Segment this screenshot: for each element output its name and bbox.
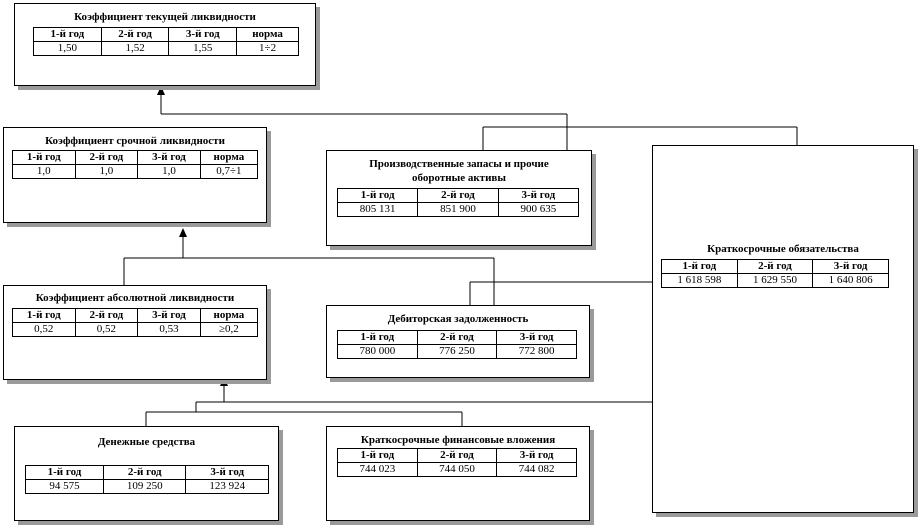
short-term-liabilities-table — [661, 259, 889, 288]
absolute-liquidity-box — [3, 285, 267, 380]
arrowhead-quick — [179, 228, 187, 237]
header-year2: 2-й год — [75, 309, 138, 323]
short-term-investments-box — [326, 426, 590, 521]
value-year2: 744 050 — [417, 463, 497, 477]
value-norm: ≥0,2 — [200, 323, 257, 337]
cash-table — [25, 465, 269, 494]
value-year2: 1 629 550 — [737, 274, 813, 288]
header-year3: 3-й год — [497, 449, 577, 463]
short-term-liabilities-box — [652, 145, 914, 513]
value-year3: 1,0 — [138, 165, 201, 179]
value-norm: 1÷2 — [237, 42, 299, 56]
header-year3: 3-й год — [498, 189, 578, 203]
absolute-liquidity-table — [12, 308, 258, 337]
header-year3: 3-й год — [186, 466, 269, 480]
header-year3: 3-й год — [138, 151, 201, 165]
header-year2: 2-й год — [737, 260, 813, 274]
header-year3: 3-й год — [813, 260, 889, 274]
header-norm: норма — [200, 309, 257, 323]
current-liquidity-table — [33, 27, 299, 56]
value-year3: 900 635 — [498, 203, 578, 217]
value-year1: 780 000 — [338, 345, 418, 359]
value-year3: 772 800 — [497, 345, 577, 359]
current-liquidity-title: Коэффициент текущей ликвидности — [74, 11, 256, 23]
value-year1: 1,50 — [34, 42, 102, 56]
quick-liquidity-box — [3, 127, 267, 223]
cash-box — [14, 426, 279, 521]
current-liquidity-box — [14, 3, 316, 86]
header-year1: 1-й год — [338, 331, 418, 345]
header-year1: 1-й год — [13, 309, 76, 323]
header-year1: 1-й год — [338, 189, 418, 203]
short-term-liabilities-title: Краткосрочные обязательства — [707, 243, 859, 255]
header-year1: 1-й год — [13, 151, 76, 165]
value-year2: 0,52 — [75, 323, 138, 337]
header-year1: 1-й год — [26, 466, 104, 480]
value-year1: 0,52 — [13, 323, 76, 337]
cash-title: Денежные средства — [97, 436, 196, 448]
header-year3: 3-й год — [138, 309, 201, 323]
value-year1: 744 023 — [338, 463, 418, 477]
header-year2: 2-й год — [418, 189, 498, 203]
value-year3: 123 924 — [186, 480, 269, 494]
header-year1: 1-й год — [338, 449, 418, 463]
value-year2: 776 250 — [417, 345, 497, 359]
inventories-table — [337, 188, 579, 217]
value-norm: 0,7÷1 — [200, 165, 257, 179]
header-year2: 2-й год — [101, 28, 169, 42]
inventories-title-line2: оборотные активы — [412, 172, 506, 184]
header-year1: 1-й год — [34, 28, 102, 42]
value-year3: 0,53 — [138, 323, 201, 337]
short-term-investments-title: Краткосрочные финансовые вложения — [360, 434, 556, 446]
receivables-box — [326, 305, 590, 378]
value-year2: 1,0 — [75, 165, 138, 179]
value-year2: 1,52 — [101, 42, 169, 56]
header-norm: норма — [237, 28, 299, 42]
inventories-title-line1: Производственные запасы и прочие — [369, 158, 549, 170]
value-year3: 1 640 806 — [813, 274, 889, 288]
header-year2: 2-й год — [75, 151, 138, 165]
value-year1: 1 618 598 — [662, 274, 738, 288]
header-norm: норма — [200, 151, 257, 165]
absolute-liquidity-title: Коэффициент абсолютной ликвидности — [35, 292, 235, 304]
quick-liquidity-table — [12, 150, 258, 179]
quick-liquidity-title: Коэффициент срочной ликвидности — [45, 135, 225, 147]
header-year2: 2-й год — [103, 466, 186, 480]
header-year2: 2-й год — [417, 449, 497, 463]
inventories-box — [326, 150, 592, 246]
value-year2: 851 900 — [418, 203, 498, 217]
header-year3: 3-й год — [169, 28, 237, 42]
short-term-investments-table — [337, 448, 577, 477]
receivables-title: Дебиторская задолженность — [387, 313, 529, 325]
value-year3: 744 082 — [497, 463, 577, 477]
header-year2: 2-й год — [417, 331, 497, 345]
header-year3: 3-й год — [497, 331, 577, 345]
value-year1: 94 575 — [26, 480, 104, 494]
value-year3: 1,55 — [169, 42, 237, 56]
value-year2: 109 250 — [103, 480, 186, 494]
header-year1: 1-й год — [662, 260, 738, 274]
receivables-table — [337, 330, 577, 359]
arrowhead-current — [157, 86, 165, 95]
value-year1: 1,0 — [13, 165, 76, 179]
value-year1: 805 131 — [338, 203, 418, 217]
